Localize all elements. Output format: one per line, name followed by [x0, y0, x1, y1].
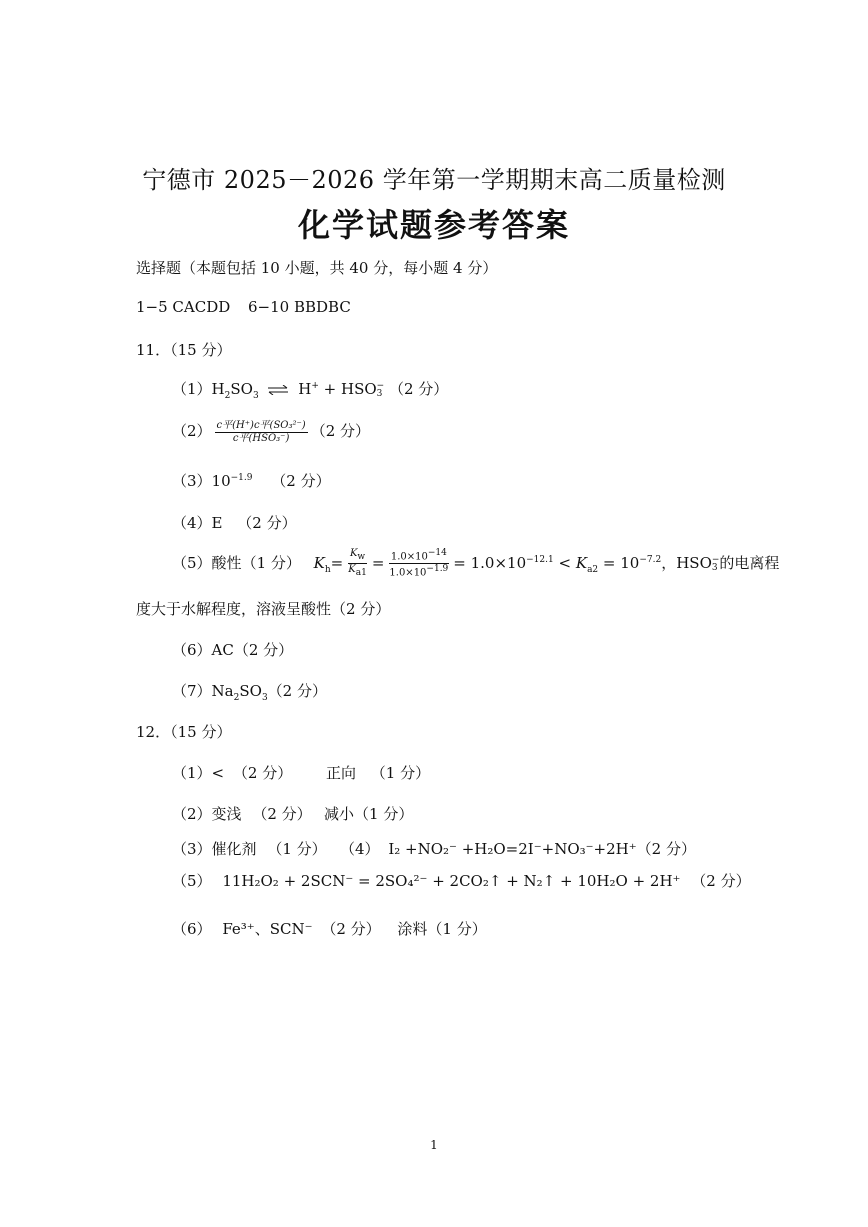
q12-part1b: 正向 （1 分）: [326, 764, 431, 782]
score: （2 分）: [310, 422, 371, 440]
score: （2 分）: [237, 514, 297, 532]
score: （2 分）: [691, 872, 751, 890]
part-label: （6）: [172, 920, 212, 938]
q11-part7: $(7)Na_2SO_3(2$ 分）: [172, 682, 327, 703]
q11-part3: $(3)10^{-1.9}$ （2 分）: [172, 472, 331, 490]
score: （1 分）: [267, 840, 327, 858]
numeric-fraction: $\frac{1.0\times 10^{-14}}{1.0\times 10^{-1.9}}$: [389, 548, 449, 579]
q12-part1: （1）< （2 分）: [172, 764, 293, 782]
score: （2 分）: [321, 920, 381, 938]
part-label: （7）: [172, 682, 212, 700]
q12-heading: 12．（15 分）: [136, 723, 232, 741]
q11-part2: [172, 420, 370, 444]
q11-part5-cont: 度大于水解程度，溶液呈酸性（2 分）: [136, 600, 391, 618]
q11-part4: （4）E （2 分）: [172, 514, 297, 532]
score: （1 分）: [354, 805, 414, 823]
q11-part1: $(1)H_2SO_3$ H+ + HSO − 3 （2 分）: [172, 380, 449, 401]
equilibrium-arrow-icon: [267, 385, 289, 395]
part-label: （4）: [172, 514, 212, 532]
q11-part6: （6）AC（2 分）: [172, 641, 294, 659]
page-subtitle: 化学试题参考答案: [297, 206, 570, 244]
score: （2 分）: [271, 472, 331, 490]
kw-over-ka1: $\frac{K_w}{K_{a1}}$: [348, 548, 367, 579]
q12-part3: （3）催化剂 （1 分）: [172, 840, 327, 858]
part-label: （3）: [172, 840, 212, 858]
mc-answers-a: 1−5 CACDD: [136, 298, 231, 316]
part-label: （1）: [172, 764, 212, 782]
score: （1 分）: [241, 553, 301, 572]
q12-part6: （6） Fe³⁺、SCN⁻ （2 分） 涂料（1 分）: [172, 920, 487, 938]
part-label: （5）: [172, 553, 212, 572]
q12-part4: （4） I₂ +NO₂⁻ +H₂O=2I⁻+NO₃⁻+2H⁺（2 分）: [340, 840, 696, 858]
score: （2 分）: [232, 764, 293, 782]
page-number: 1: [430, 1138, 438, 1152]
score: （2 分）: [233, 641, 294, 659]
part-label: （6）: [172, 641, 212, 659]
score: （1 分）: [427, 920, 487, 938]
q12-part2: （2）变浅 （2 分）: [172, 805, 312, 823]
q12-part5: （5） 11H₂O₂ + 2SCN⁻ = 2SO₄²⁻ + 2CO₂↑ + N₂↑ + 10H₂O + 2H⁺ （2 分）: [172, 872, 751, 890]
part-label: （4）: [340, 840, 380, 858]
part-label: （5）: [172, 872, 212, 890]
ka2-expression: $\frac{\text{c平(H⁺)c平(SO₃²⁻)}}{\text{c平(HSO₃⁻)}}$: [216, 419, 306, 444]
part-label: （1）: [172, 380, 212, 398]
score: （2 分）: [267, 682, 327, 700]
q11-part5: （5）酸性（1 分） $K_h=$ $\frac{K_w}{K_{a1}}$ = $\frac{1.0\times 10^{-14}}{1.0\times 10^{-1.9}}$ = $1.0\times 10^{-12.1} < K_{a2} = 10^{-7.2}$，HSO − 3 的电离程: [172, 548, 780, 579]
mc-heading: 选择题（本题包括 10 小题，共 40 分，每小题 4 分）: [136, 259, 498, 277]
part-label: （2）: [172, 422, 212, 440]
page-title: 宁德市 2025－2026 学年第一学期期末高二质量检测: [142, 166, 726, 194]
part-label: （3）: [172, 472, 212, 490]
part-label: （2）: [172, 805, 212, 823]
score: （2 分）: [252, 805, 312, 823]
mc-answers-b: 6−10 BBDBC: [248, 298, 351, 316]
score: （2 分）: [636, 840, 696, 858]
q11-heading: 11．（15 分）: [136, 341, 232, 359]
score: （2 分）: [388, 380, 449, 398]
q12-part2b: 减小（1 分）: [324, 805, 414, 823]
score: （1 分）: [370, 764, 431, 782]
